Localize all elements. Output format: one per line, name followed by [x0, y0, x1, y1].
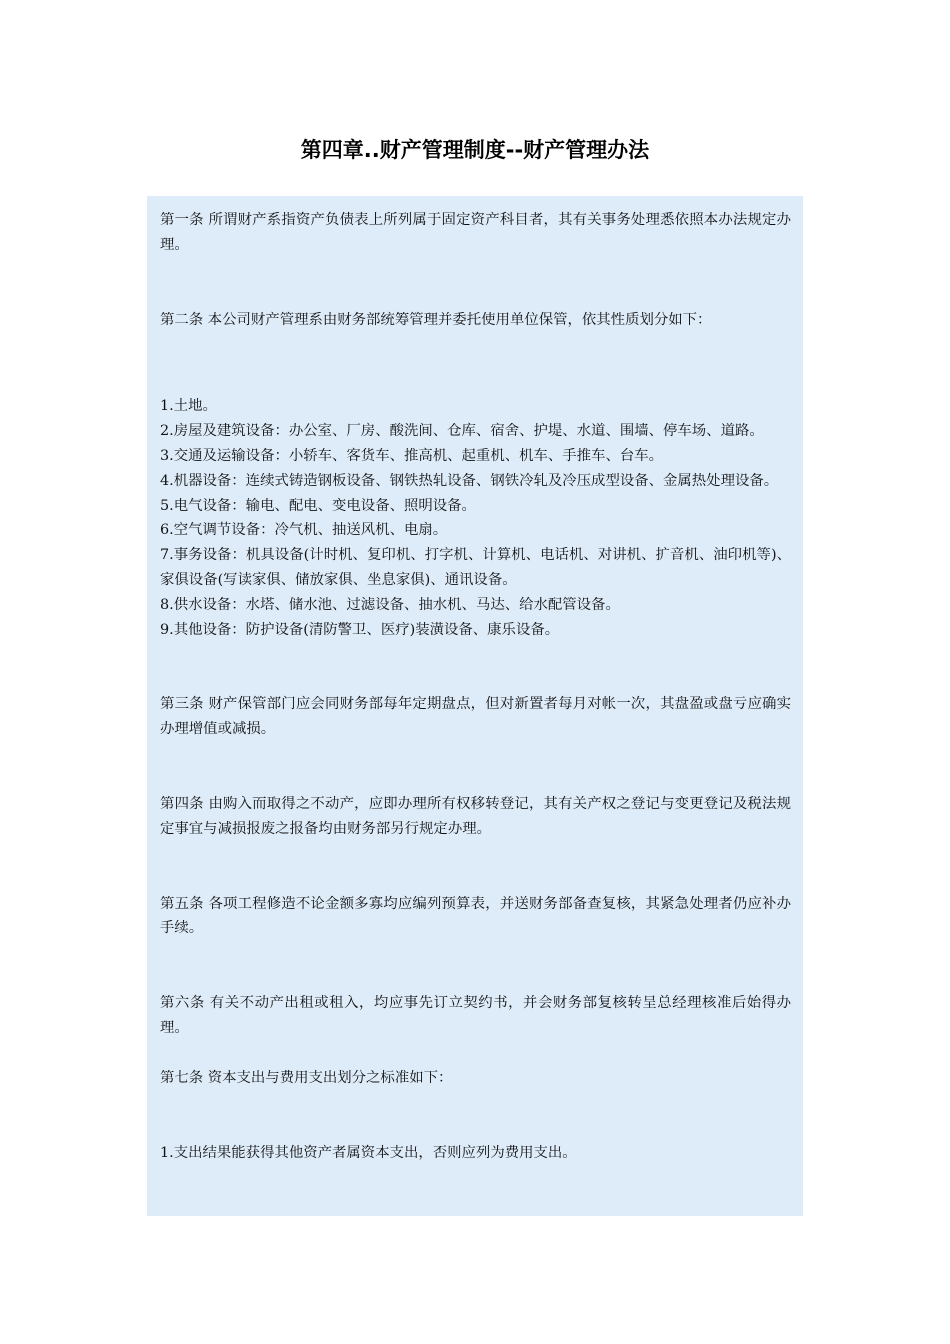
- category-item: 8.供水设备：水塔、储水池、过滤设备、抽水机、马达、给水配管设备。: [160, 596, 620, 613]
- spacer: [160, 1041, 791, 1066]
- spacer: [160, 1091, 791, 1141]
- category-item: 9.其他设备：防护设备(清防警卫、医疗)装潢设备、康乐设备。: [160, 621, 560, 638]
- spacer: [160, 642, 791, 692]
- category-item: 6.空气调节设备：冷气机、抽送风机、电扇。: [160, 522, 448, 539]
- spacer: [160, 258, 791, 308]
- article-1: 第一条 所谓财产系指资产负债表上所列属于固定资产科目者，其有关事务处理悉依照本办法规定办理。: [160, 212, 791, 253]
- category-item: 7.事务设备：机具设备(计时机、复印机、打字机、计算机、电话机、对讲机、扩音机、油印机等)、家俱设备(写读家俱、储放家俱、坐息家俱)、通讯设备。: [160, 547, 791, 588]
- standard-item: 1.支出结果能获得其他资产者属资本支出，否则应列为费用支出。: [160, 1144, 577, 1161]
- article-5: 第五条 各项工程修造不论金额多寡均应编列预算表，并送财务部备查复核，其紧急处理者仍应补办手续。: [160, 895, 791, 937]
- article-6: 第六条 有关不动产出租或租入，均应事先订立契约书，并会财务部复核转呈总经理核准后始得办理。: [160, 995, 791, 1036]
- page-title: 第四章..财产管理制度--财产管理办法: [300, 138, 650, 162]
- category-item: 4.机器设备：连续式铸造钢板设备、钢铁热轧设备、钢铁冷轧及冷压成型设备、金属热处理设备。: [160, 472, 779, 489]
- category-item: 2.房屋及建筑设备：办公室、厂房、酸洗间、仓库、宿舍、护堤、水道、围墙、停车场、道路。: [160, 423, 764, 440]
- content-box: [147, 196, 803, 1216]
- spacer: [160, 941, 791, 991]
- article-2: 第二条 本公司财产管理系由财务部统筹管理并委托使用单位保管，依其性质划分如下：: [160, 311, 712, 328]
- spacer: [160, 742, 791, 792]
- spacer: [160, 842, 791, 892]
- category-item: 1.土地。: [160, 398, 217, 415]
- spacer: [160, 332, 791, 394]
- article-4: 第四条 由购入而取得之不动产，应即办理所有权移转登记，其有关产权之登记与变更登记及税法规定事宜与减损报废之报备均由财务部另行规定办理。: [160, 795, 791, 837]
- category-item: 3.交通及运输设备：小轿车、客货车、推高机、起重机、机车、手推车、台车。: [160, 447, 664, 464]
- category-item: 5.电气设备：输电、配电、变电设备、照明设备。: [160, 497, 476, 514]
- article-3: 第三条 财产保管部门应会同财务部每年定期盘点，但对新置者每月对帐一次，其盘盈或盘亏应确实办理增值或减损。: [160, 696, 791, 738]
- article-7: 第七条 资本支出与费用支出划分之标准如下：: [160, 1069, 453, 1086]
